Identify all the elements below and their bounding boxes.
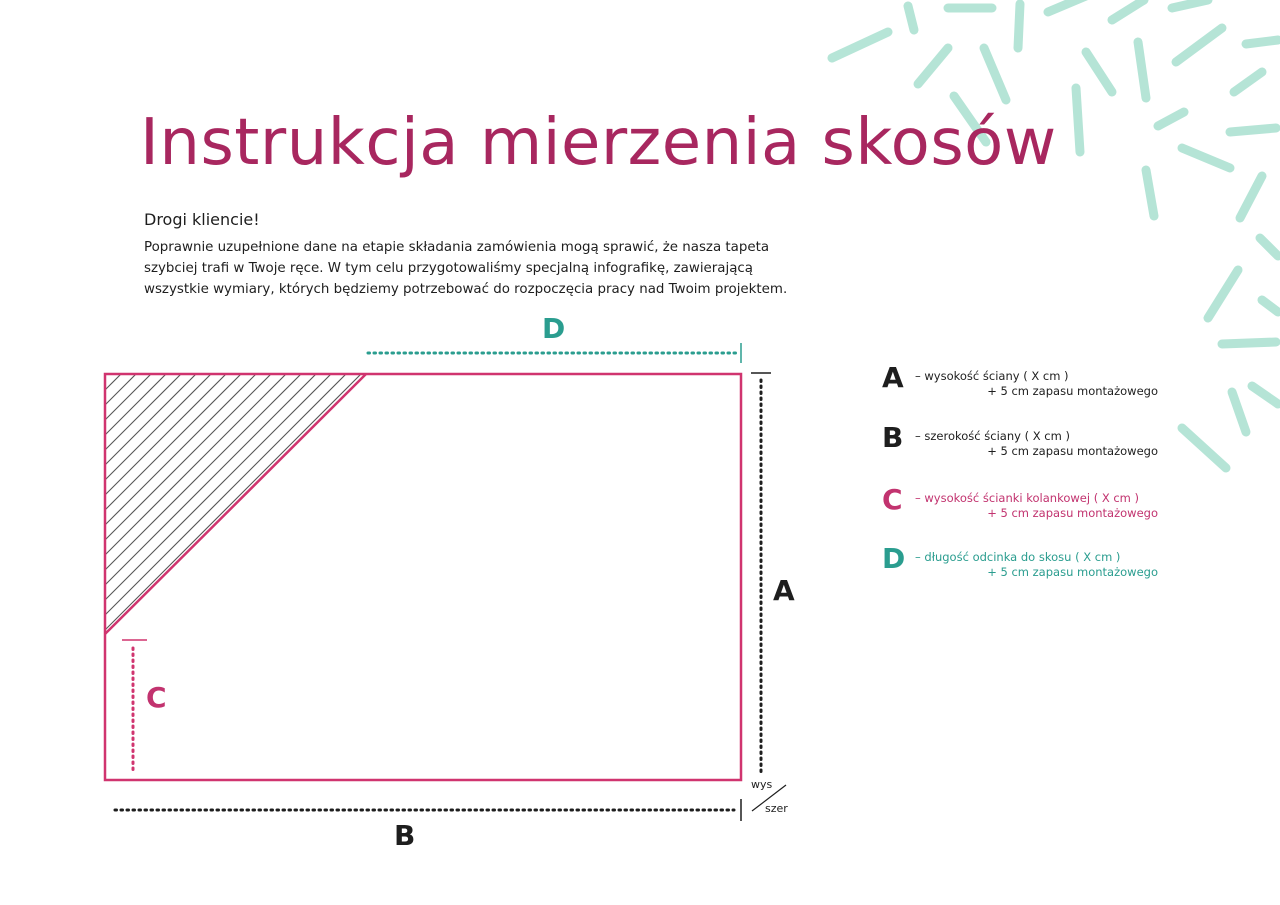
szer-label: szer: [765, 802, 788, 815]
intro-line: szybciej trafi w Twoje ręce. W tym celu przygotowaliśmy specjalną infografikę, zawierającą: [144, 261, 753, 276]
dimension-b-label: B: [394, 819, 416, 852]
legend-allowance: + 5 cm zapasu montażowego: [987, 384, 1158, 398]
legend-letter: C: [882, 483, 903, 516]
legend-allowance: + 5 cm zapasu montażowego: [987, 444, 1158, 458]
legend-allowance: + 5 cm zapasu montażowego: [987, 506, 1158, 520]
slope-hatch: [0, 374, 481, 634]
dimension-d-label: D: [542, 312, 566, 345]
legend-letter: A: [882, 361, 904, 394]
slope-edge: [105, 374, 366, 634]
legend-description: – wysokość ścianki kolankowej ( X cm ): [915, 491, 1140, 505]
page-title: Instrukcja mierzenia skosów: [140, 106, 1057, 180]
dimension-c-label: C: [146, 681, 167, 714]
legend-letter: D: [882, 542, 906, 575]
intro-line: Poprawnie uzupełnione dane na etapie składania zamówienia mogą sprawić, że nasza tapeta: [144, 240, 770, 255]
legend-allowance: + 5 cm zapasu montażowego: [987, 565, 1158, 579]
legend-item-b: [882, 421, 1172, 464]
legend-item-d: [882, 542, 1172, 585]
wall-outline: [105, 374, 741, 780]
legend-description: – długość odcinka do skosu ( X cm ): [915, 550, 1121, 564]
legend-description: – szerokość ściany ( X cm ): [915, 429, 1070, 443]
dimension-a-label: A: [773, 574, 795, 607]
wys-label: wys: [751, 778, 773, 791]
intro-line: wszystkie wymiary, których będziemy potrzebować do rozpoczęcia pracy nad Twoim projektem.: [144, 282, 788, 297]
greeting-text: Drogi kliencie!: [144, 210, 260, 229]
legend-item-a: [882, 361, 1172, 404]
legend-description: – wysokość ściany ( X cm ): [915, 369, 1069, 383]
legend-item-c: [882, 483, 1172, 526]
legend-letter: B: [882, 421, 904, 454]
